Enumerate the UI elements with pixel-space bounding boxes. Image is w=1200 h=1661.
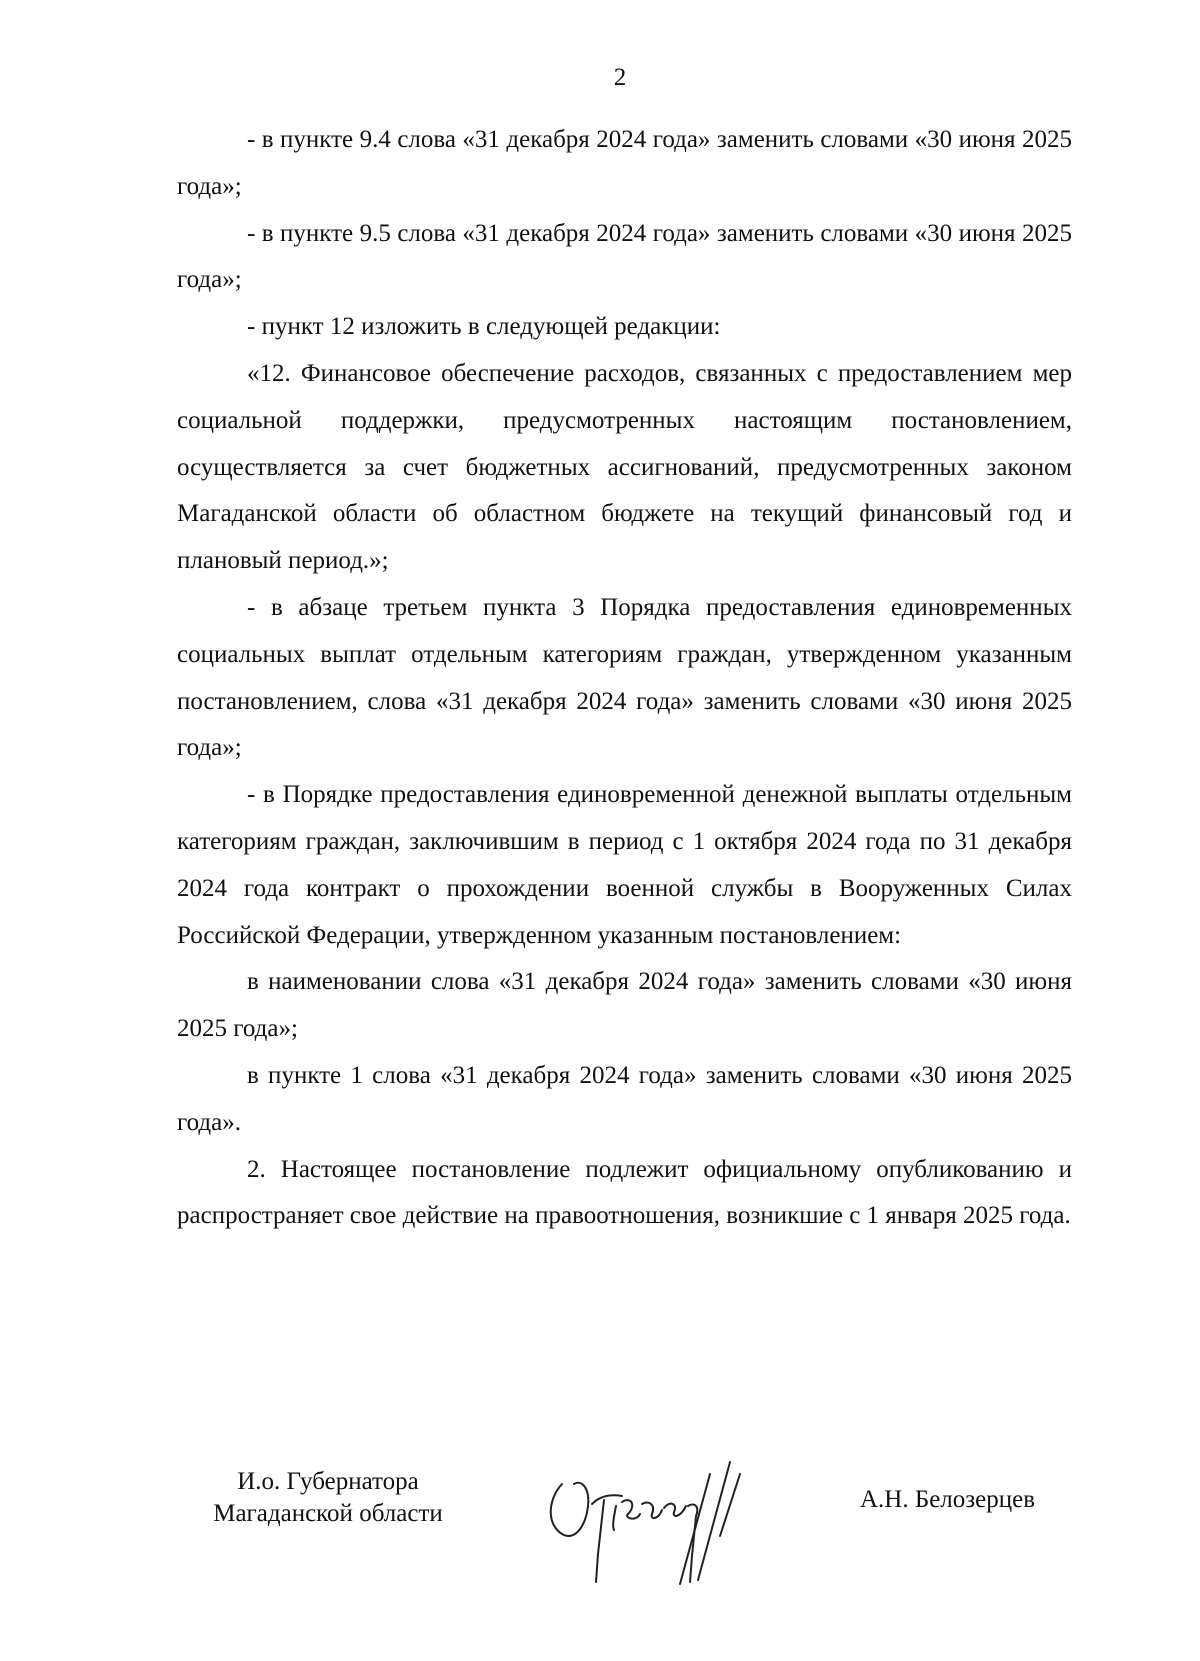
paragraph-procedure-3: - в абзаце третьем пункта 3 Порядка предоставления единовременных социальных выплат отдельным категориям граждан, утвержденном указанным постановлением, слова «31 декабря 2024 года» заменить словами «30 июня 2025 года»; — [177, 593, 1072, 762]
paragraph-item-12-intro: - пункт 12 изложить в следующей редакции: — [247, 313, 721, 341]
paragraph-item-1-change: в пункте 1 слова «31 декабря 2024 года» заменить словами «30 июня 2025 года». — [177, 1061, 1072, 1136]
paragraph-procedure-military: - в Порядке предоставления единовременной денежной выплаты отдельным категориям граждан, заключившим в период с 1 октября 2024 года по 31 декабря 2024 года контракт о прохождении военной службы в Вооруженных Силах Российской Федерации, утвержденном указанным постановлением: — [177, 781, 1072, 949]
document-body — [177, 117, 1072, 1240]
page-number: 2 — [613, 64, 627, 91]
signatory-title — [178, 1466, 478, 1530]
signatory-title-line2: Магаданской области — [213, 1500, 443, 1527]
paragraph-item-9-4: - в пункте 9.4 слова «31 декабря 2024 года» заменить словами «30 июня 2025 года»; — [177, 126, 1072, 200]
signature-block — [0, 1450, 1200, 1650]
paragraph-item-9-5: - в пункте 9.5 слова «31 декабря 2024 года» заменить словами «30 июня 2025 года»; — [177, 219, 1072, 294]
signatory-title-line1: И.о. Губернатора — [237, 1468, 419, 1495]
signatory-name: А.Н. Белозерцев — [860, 1486, 1036, 1513]
paragraph-effective-date: 2. Настоящее постановление подлежит официальному опубликованию и распространяет свое действие на правоотношения, возникшие с 1 января 2025 года. — [177, 1155, 1072, 1230]
handwritten-signature — [540, 1444, 780, 1594]
paragraph-name-change: в наименовании слова «31 декабря 2024 года» заменить словами «30 июня 2025 года»; — [177, 968, 1072, 1043]
paragraph-item-12-text: «12. Финансовое обеспечение расходов, связанных с предоставлением мер социальной поддержки, предусмотренных настоящим постановлением, осуществляется за счет бюджетных ассигнований, предусмотренных законом Магаданской области об областном бюджете на текущий финансовый год и плановый период.»; — [177, 359, 1072, 575]
